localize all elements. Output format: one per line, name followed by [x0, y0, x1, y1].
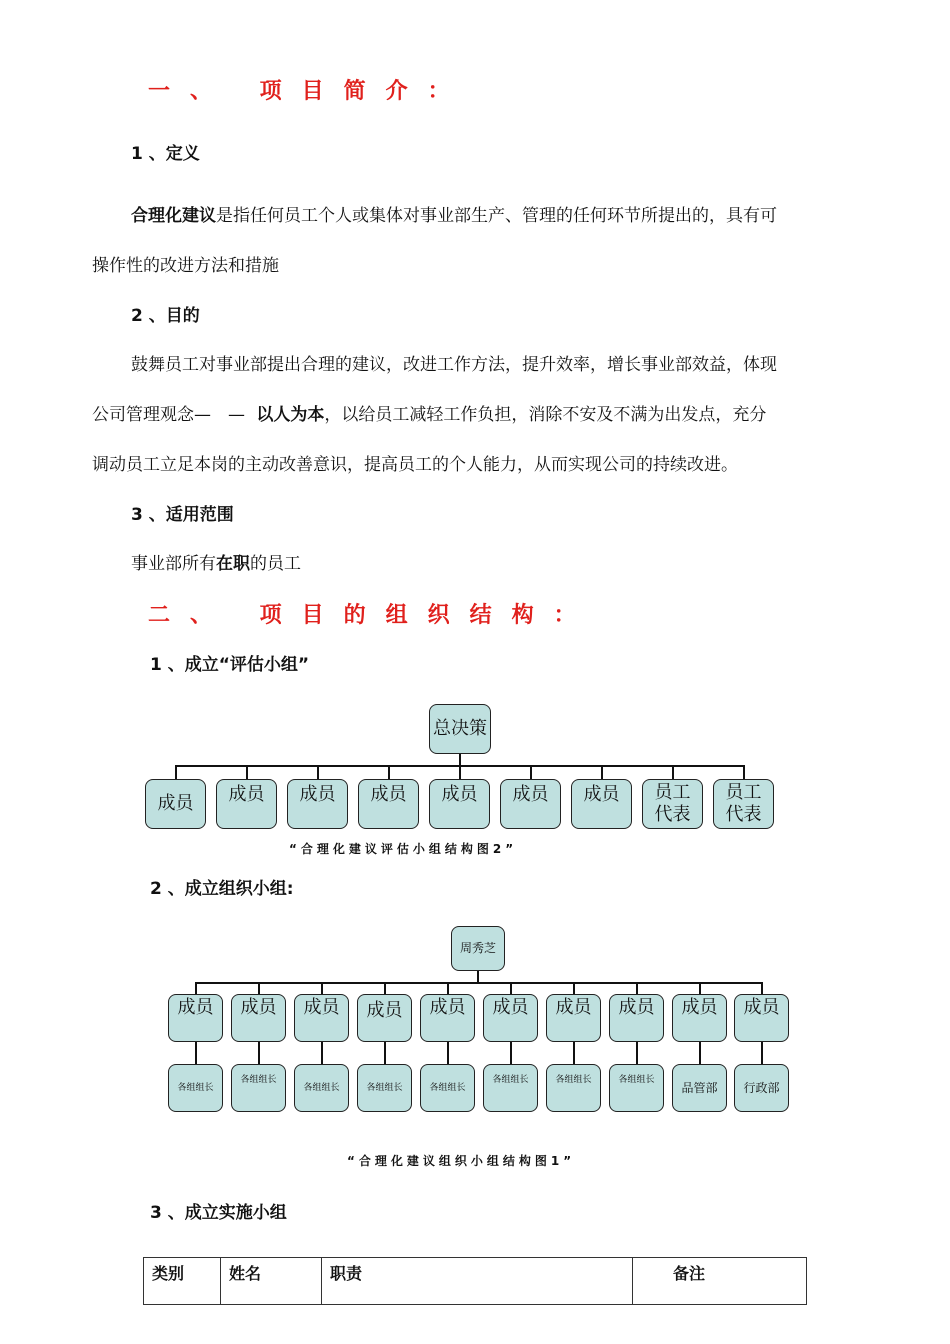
chart2-root-box: 周秀芝	[451, 926, 505, 971]
chart1-drop	[388, 765, 390, 779]
chart2-caption: “合理化建议组织小组结构图1”	[347, 1154, 576, 1168]
chart1-root-box: 总决策	[429, 704, 491, 754]
scope-text	[131, 549, 301, 574]
purpose-line2-bold: 以人为本	[256, 405, 325, 425]
evaluation-group-heading: 1 、成立“评估小组”	[150, 655, 310, 675]
chart2-leader-box: 各组组长	[357, 1064, 412, 1112]
definition-heading: 1 、定义	[131, 144, 200, 164]
definition-term: 合理化建议	[131, 206, 216, 226]
purpose-heading: 2 、目的	[131, 306, 200, 326]
chart2-member-box: 成员	[546, 994, 601, 1042]
chart2-drop	[510, 982, 512, 994]
purpose-line2-a: 公司管理观念— —	[92, 405, 245, 425]
chart1-drop	[246, 765, 248, 779]
scope-heading: 3 、适用范围	[131, 505, 234, 525]
chart1-member-box: 成员	[216, 779, 277, 829]
chart2-member-box: 成员	[168, 994, 223, 1042]
chart1-drop	[175, 765, 177, 779]
chart2-member-box: 成员	[609, 994, 664, 1042]
chart2-leader-connector	[447, 1042, 449, 1064]
purpose-line1: 鼓舞员工对事业部提出合理的建议，改进工作方法，提升效率，增长事业部效益，体现	[131, 355, 777, 375]
chart2-member-box: 成员	[483, 994, 538, 1042]
chart2-member-box: 成员	[420, 994, 475, 1042]
chart1-drop	[317, 765, 319, 779]
implementation-table	[143, 1257, 807, 1305]
chart1-member-box: 成员	[500, 779, 561, 829]
scope-text-b: 的员工	[250, 554, 301, 574]
chart1-drop	[601, 765, 603, 779]
table-header-cell: 姓名	[221, 1258, 322, 1305]
chart2-leader-box: 各组组长	[483, 1064, 538, 1112]
chart2-member-box: 成员	[357, 994, 412, 1042]
purpose-line2-b: ，以给员工减轻工作负担，消除不安及不满为出发点，充分	[324, 405, 767, 425]
chart2-member-box: 成员	[734, 994, 789, 1042]
chart2-horizontal-bar	[195, 982, 762, 984]
chart2-leader-connector	[636, 1042, 638, 1064]
chart2-drop	[195, 982, 197, 994]
chart1-drop	[672, 765, 674, 779]
chart2-leader-connector	[699, 1042, 701, 1064]
purpose-line3: 调动员工立足本岗的主动改善意识，提高员工的个人能力，从而实现公司的持续改进。	[92, 455, 738, 475]
chart2-leader-box: 各组组长	[294, 1064, 349, 1112]
chart2-leader-connector	[510, 1042, 512, 1064]
chart2-leader-connector	[321, 1042, 323, 1064]
implementation-group-heading: 3 、成立实施小组	[150, 1203, 287, 1223]
chart2-leader-connector	[573, 1042, 575, 1064]
chart2-drop	[258, 982, 260, 994]
definition-text-a: 是指任何员工个人或集体对事业部生产、管理的任何环节所提出的，具有可	[216, 206, 777, 226]
chart2-drop	[761, 982, 763, 994]
chart2-quality-dept-box: 品管部	[672, 1064, 727, 1112]
table-header-row	[144, 1258, 807, 1305]
chart2-drop	[384, 982, 386, 994]
definition-paragraph-line1	[131, 201, 777, 226]
chart2-leader-connector	[258, 1042, 260, 1064]
chart1-member-box: 成员	[145, 779, 206, 829]
chart1-drop	[530, 765, 532, 779]
chart2-leader-box: 各组组长	[420, 1064, 475, 1112]
chart1-drop	[743, 765, 745, 779]
chart2-drop	[636, 982, 638, 994]
chart1-member-box: 成员	[571, 779, 632, 829]
chart2-member-box: 成员	[672, 994, 727, 1042]
chart2-leader-box: 各组组长	[231, 1064, 286, 1112]
chart2-drop	[447, 982, 449, 994]
chart1-member-box: 成员	[429, 779, 490, 829]
section-2-title: 二、 项目的组织结构：	[148, 603, 596, 628]
chart2-drop	[699, 982, 701, 994]
chart1-representative-box: 员工代表	[642, 779, 703, 829]
chart2-drop	[573, 982, 575, 994]
chart2-member-box: 成员	[231, 994, 286, 1042]
chart1-caption: “合理化建议评估小组结构图2”	[289, 842, 518, 856]
chart1-drop	[459, 765, 461, 779]
organizing-group-heading: 2 、成立组织小组:	[150, 879, 294, 899]
section-1-title: 一、 项目简介：	[148, 79, 470, 104]
chart2-leader-box: 各组组长	[609, 1064, 664, 1112]
scope-text-a: 事业部所有	[131, 554, 216, 574]
table-header-cell: 备注	[633, 1258, 807, 1305]
chart1-member-box: 成员	[358, 779, 419, 829]
chart2-leader-connector	[195, 1042, 197, 1064]
purpose-line2	[92, 400, 766, 425]
chart1-member-box: 成员	[287, 779, 348, 829]
chart2-admin-dept-box: 行政部	[734, 1064, 789, 1112]
chart2-member-box: 成员	[294, 994, 349, 1042]
definition-paragraph-line2: 操作性的改进方法和措施	[92, 256, 279, 276]
chart1-representative-box: 员工代表	[713, 779, 774, 829]
chart2-drop	[321, 982, 323, 994]
table-header-cell: 类别	[144, 1258, 221, 1305]
scope-text-bold: 在职	[216, 554, 250, 574]
table-header-cell: 职责	[322, 1258, 633, 1305]
chart2-leader-box: 各组组长	[168, 1064, 223, 1112]
chart2-leader-connector	[761, 1042, 763, 1064]
chart2-leader-connector	[384, 1042, 386, 1064]
chart2-leader-box: 各组组长	[546, 1064, 601, 1112]
